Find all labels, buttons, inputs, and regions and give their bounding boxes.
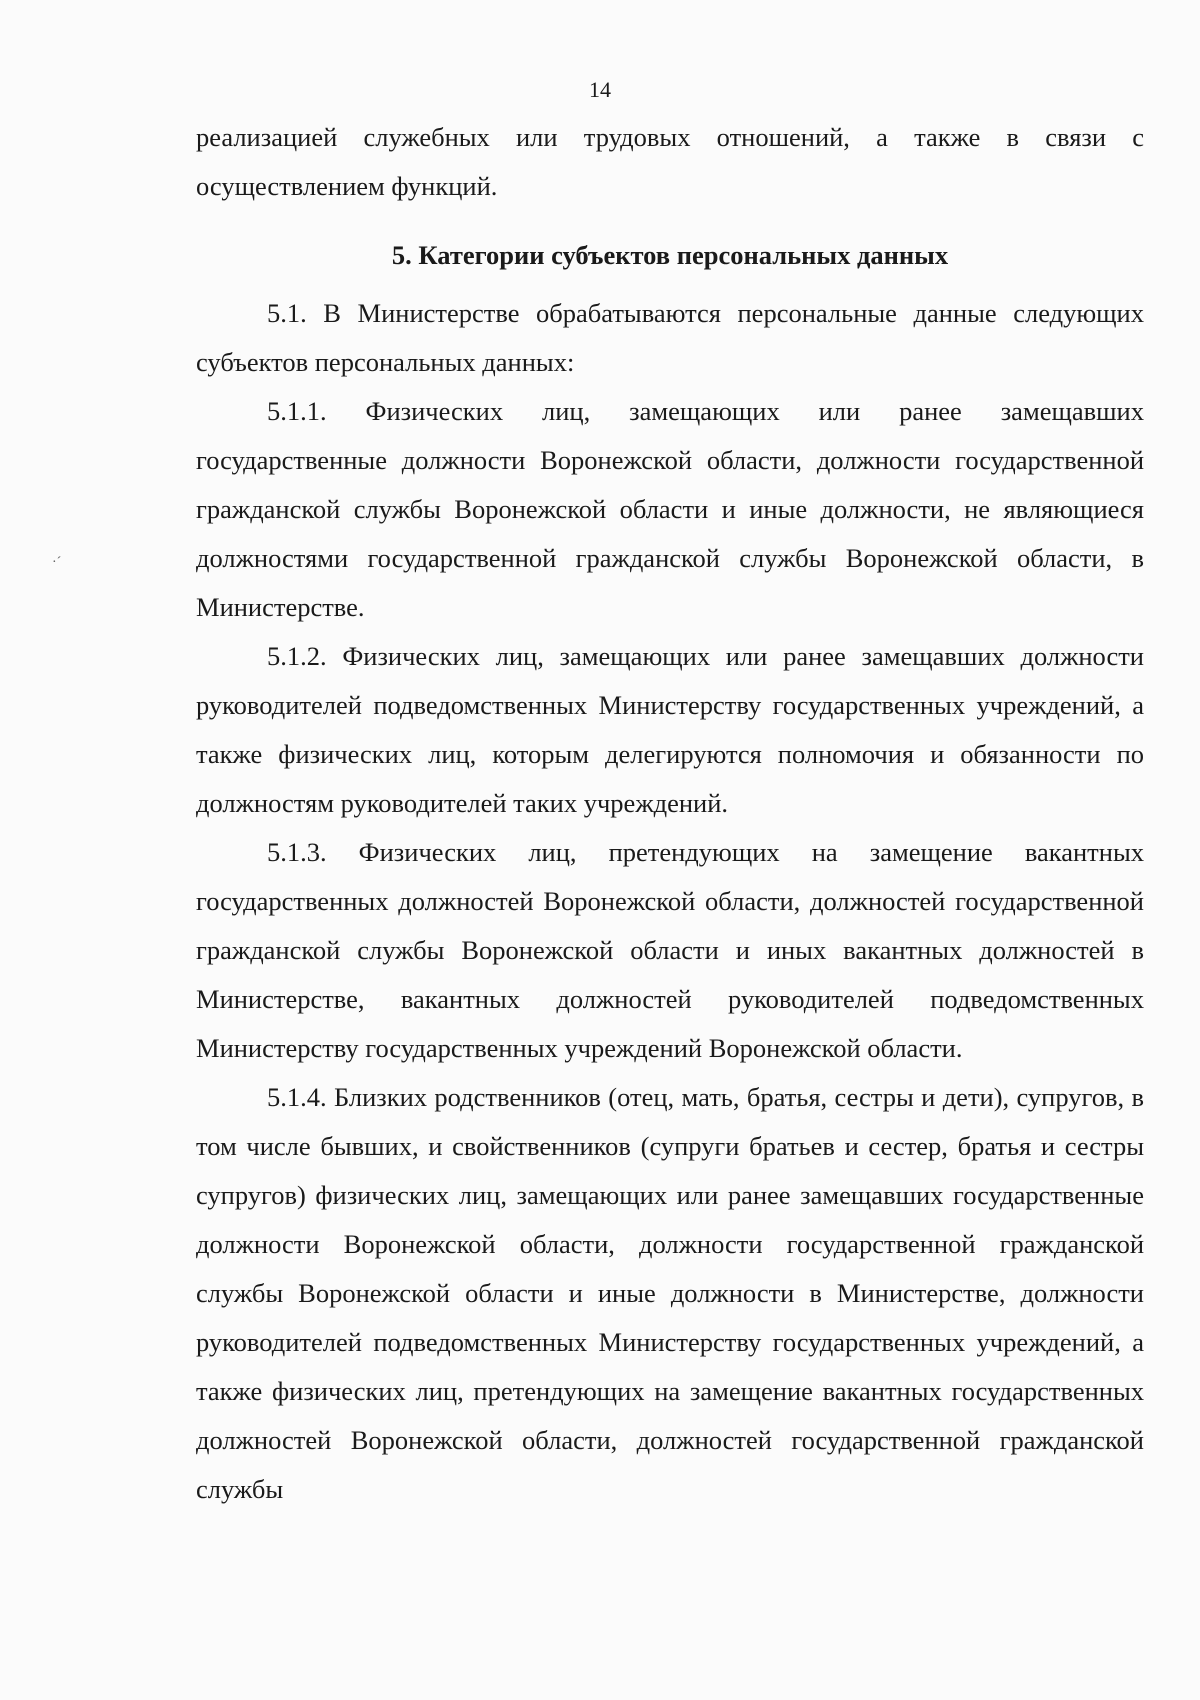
section-heading: 5. Категории субъектов персональных данных	[391, 240, 949, 270]
scan-artifact-mark: ·´	[52, 555, 62, 570]
paragraph-continuation: реализацией служебных или трудовых отношений, а также в связи с осуществлением функций.	[196, 122, 1144, 201]
page-number: 14	[589, 77, 611, 102]
paragraph-5-1: 5.1. В Министерстве обрабатываются персональные данные следующих субъектов персональных данных:	[196, 298, 1144, 377]
paragraph-5-1-1: 5.1.1. Физических лиц, замещающих или ранее замещавших государственные должности Воронежской области, должности государственной гражданской службы Воронежской области и иные должности, не являющиеся должностями государственной гражданской службы Воронежской области, в Министерстве.	[196, 396, 1144, 622]
paragraph-5-1-2: 5.1.2. Физических лиц, замещающих или ранее замещавших должности руководителей подведомственных Министерству государственных учреждений, а также физических лиц, которым делегируются полномочия и обязанности по должностям руководителей таких учреждений.	[196, 641, 1144, 818]
document-body	[196, 113, 1144, 1514]
paragraph-5-1-3: 5.1.3. Физических лиц, претендующих на замещение вакантных государственных должностей Воронежской области, должностей государственной гражданской службы Воронежской области и иных вакантных должностей в Министерстве, вакантных должностей руководителей подведомственных Министерству государственных учреждений Воронежской области.	[196, 837, 1144, 1063]
paragraph-5-1-4: 5.1.4. Близких родственников (отец, мать, братья, сестры и дети), супругов, в том числе бывших, и свойственников (супруги братьев и сестер, братья и сестры супругов) физических лиц, замещающих или ранее замещавших государственные должности Воронежской области, должности государственной гражданской службы Воронежской области и иные должности в Министерстве, должности руководителей подведомственных Министерству государственных учреждений, а также физических лиц, претендующих на замещение вакантных государственных должностей Воронежской области, должностей государственной гражданской службы	[196, 1082, 1144, 1504]
